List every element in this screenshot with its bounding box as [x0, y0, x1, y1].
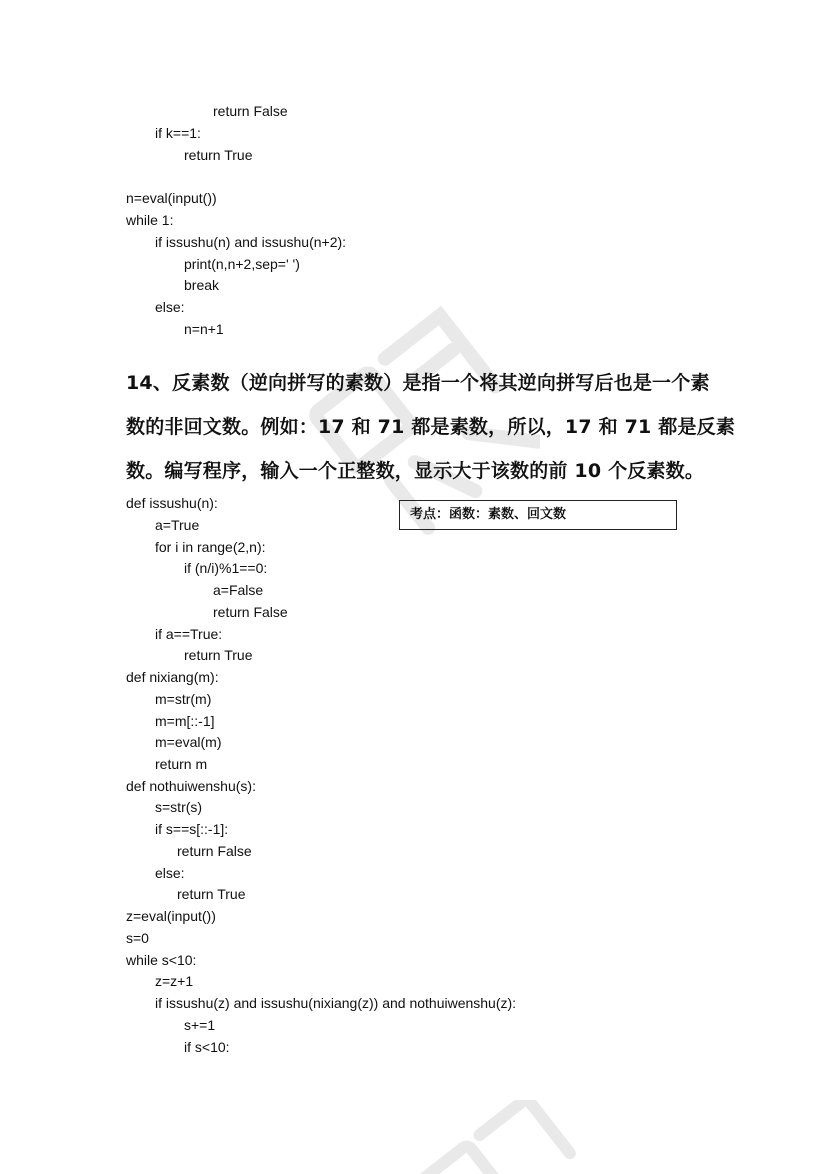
code-line: a=True [155, 517, 200, 533]
code-line: def nixiang(m): [126, 669, 219, 685]
question-text-line: 数的非回文数。例如：17 和 71 都是素数，所以，17 和 71 都是反素 [126, 416, 736, 438]
code-line: def nothuiwenshu(s): [126, 778, 256, 794]
code-line: else: [155, 299, 185, 315]
code-line: return True [184, 647, 253, 663]
code-line: if issushu(z) and issushu(nixiang(z)) and nothuiwenshu(z): [155, 995, 517, 1011]
code-line: break [184, 277, 220, 293]
code-line: return True [184, 147, 253, 163]
site-watermark-icon [380, 1100, 580, 1174]
code-line: if s==s[::-1]: [155, 821, 229, 837]
code-line: for i in range(2,n): [155, 539, 266, 555]
code-line: return False [213, 103, 288, 119]
code-line: if a==True: [155, 626, 223, 642]
code-line: return False [177, 843, 252, 859]
question-text-line: 14、反素数（逆向拼写的素数）是指一个将其逆向拼写后也是一个素 [126, 372, 710, 394]
code-line: m=str(m) [155, 691, 212, 707]
code-line: def issushu(n): [126, 495, 218, 511]
code-line: m=eval(m) [155, 734, 222, 750]
code-line: print(n,n+2,sep=' ') [184, 256, 300, 272]
code-line: z=z+1 [155, 973, 194, 989]
code-line: while s<10: [126, 952, 197, 968]
code-line: return False [213, 604, 288, 620]
code-line: if s<10: [184, 1039, 230, 1055]
code-line: if issushu(n) and issushu(n+2): [155, 234, 347, 250]
question-text-line: 数。编写程序，输入一个正整数，显示大于该数的前 10 个反素数。 [126, 460, 705, 482]
code-line: if k==1: [155, 125, 201, 141]
code-line: if (n/i)%1==0: [184, 560, 268, 576]
code-line: n=n+1 [184, 321, 224, 337]
code-line: return m [155, 756, 208, 772]
code-line: m=m[::-1] [155, 713, 215, 729]
code-line: while 1: [126, 212, 174, 228]
key-point-box: 考点：函数：素数、回文数 [399, 500, 677, 530]
code-line: z=eval(input()) [126, 908, 216, 924]
code-line: s=0 [126, 930, 149, 946]
code-line: a=False [213, 582, 264, 598]
code-line: s+=1 [184, 1017, 216, 1033]
code-line: n=eval(input()) [126, 190, 217, 206]
code-line: else: [155, 865, 185, 881]
code-line: return True [177, 886, 246, 902]
code-line: s=str(s) [155, 799, 203, 815]
